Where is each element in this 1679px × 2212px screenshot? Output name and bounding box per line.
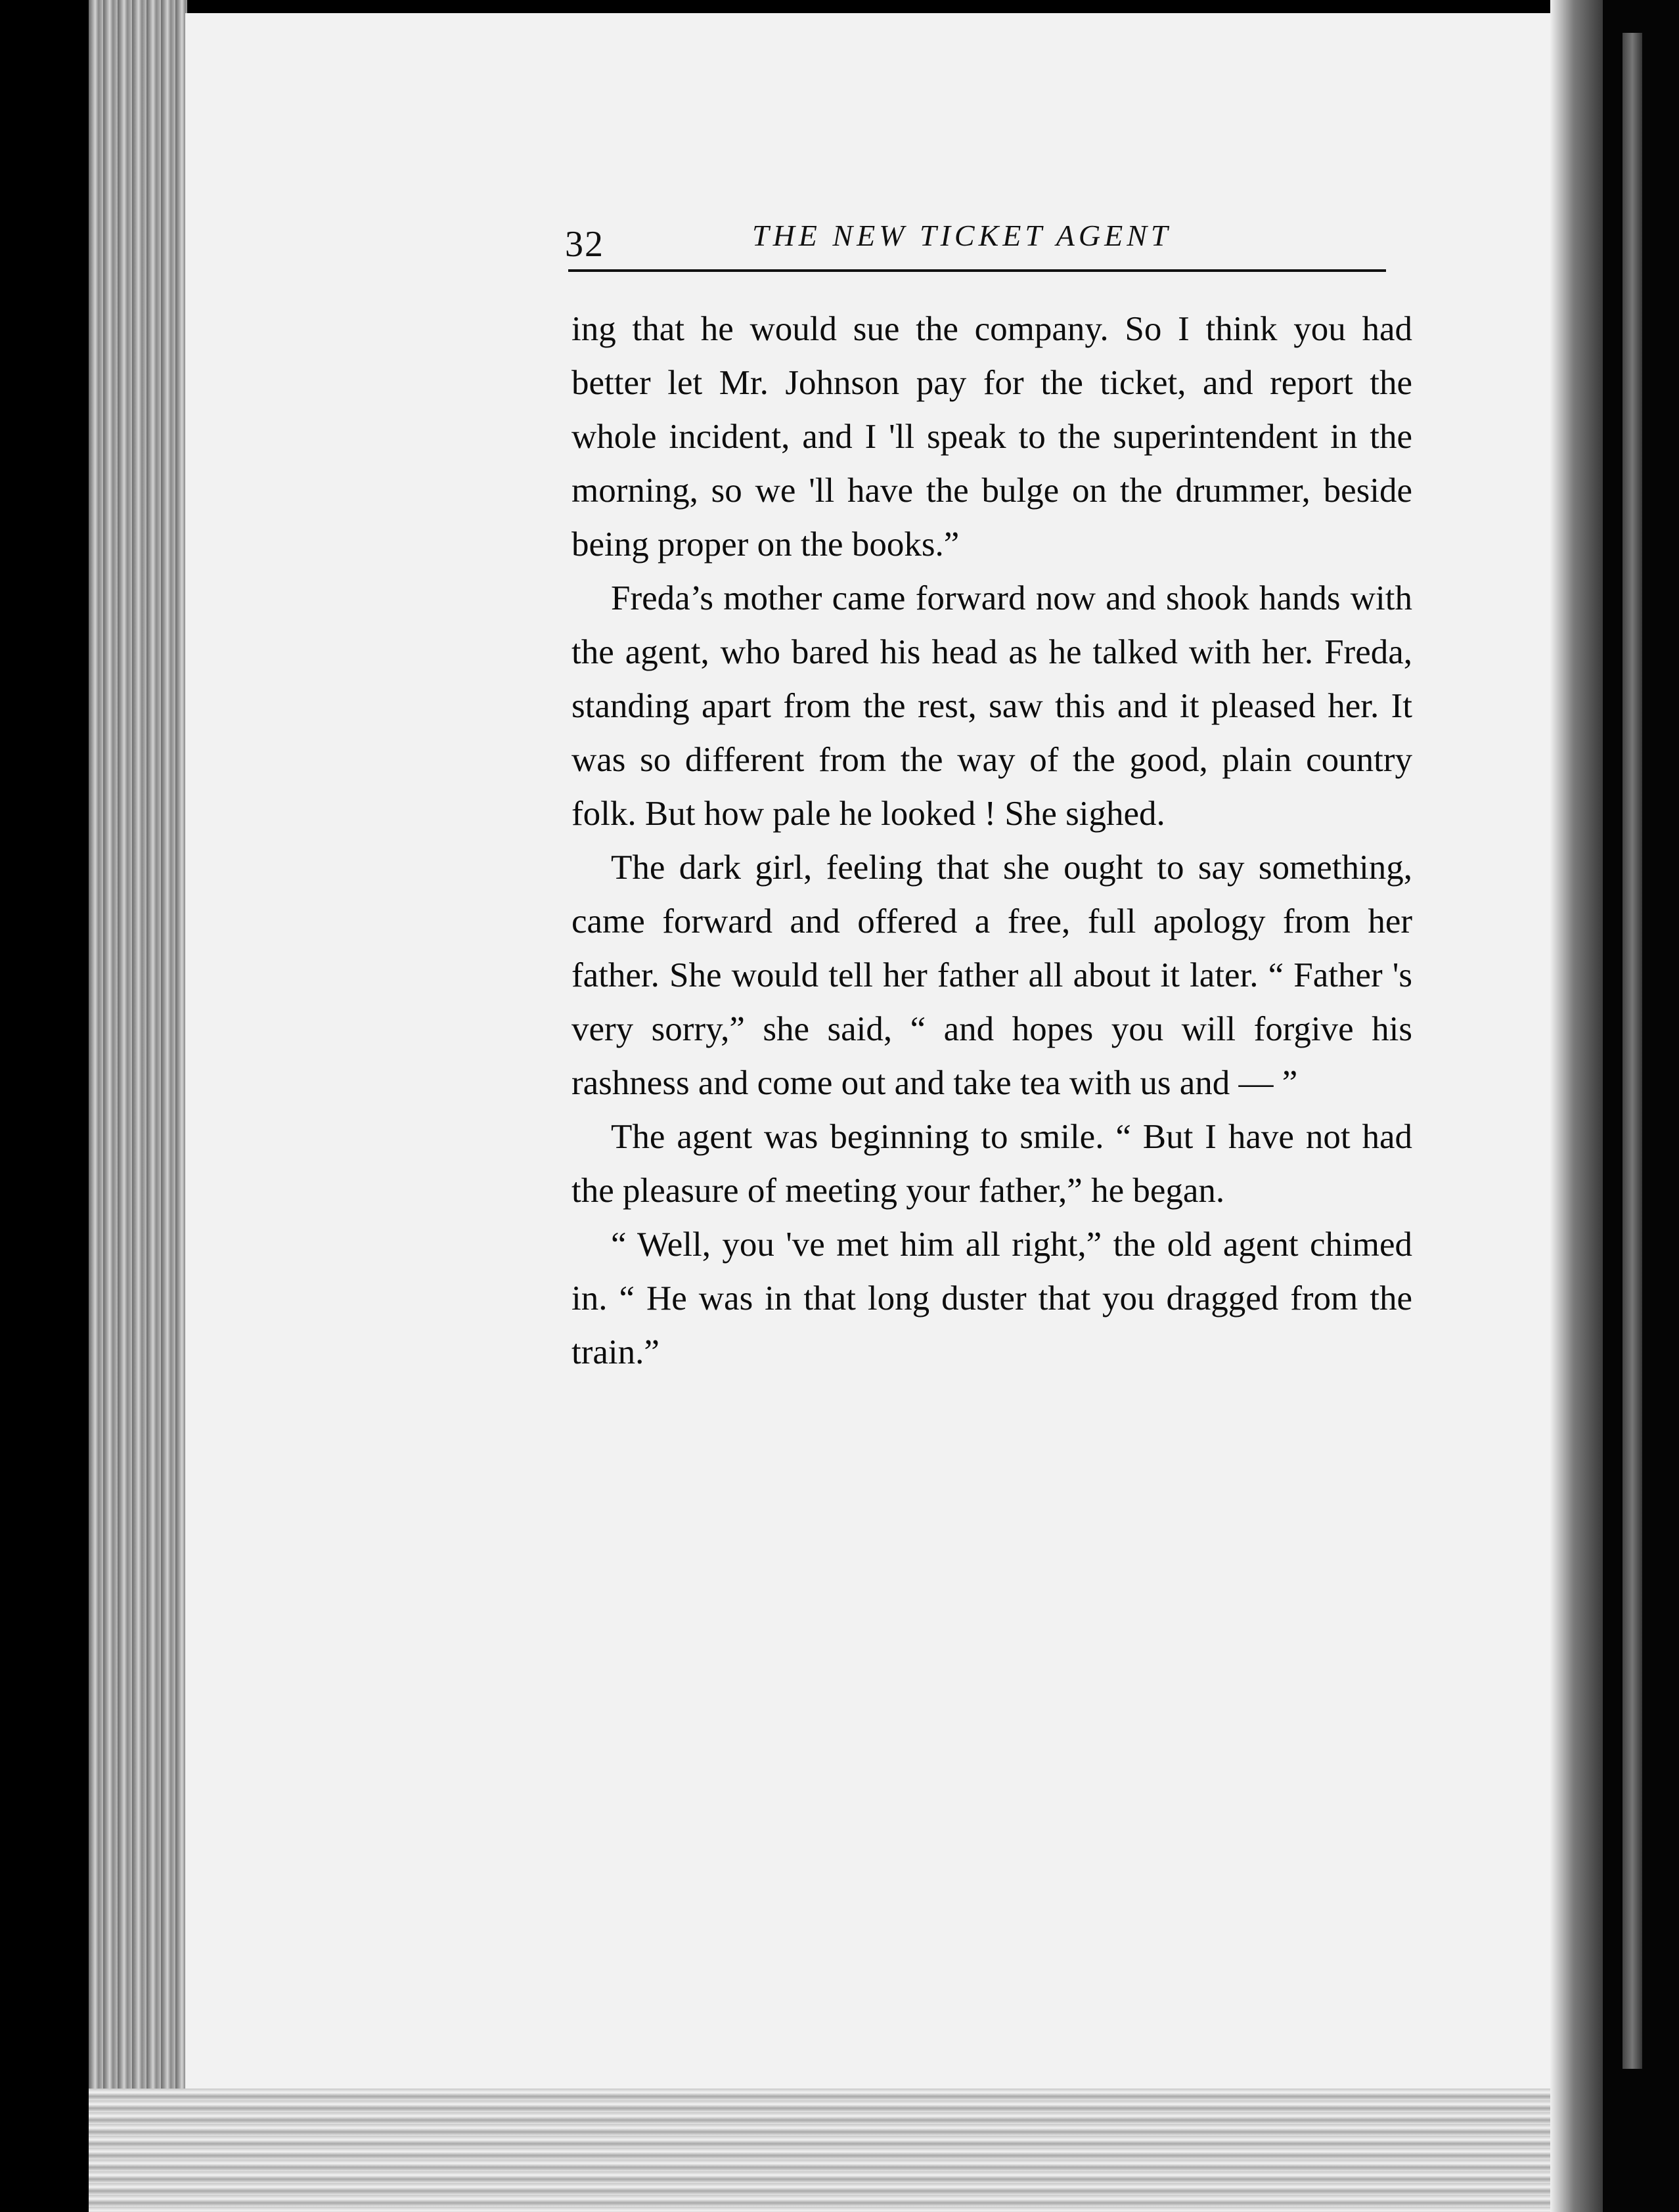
paragraph: ing that he would sue the company. So I think you had better let Mr. Johnson pay for the ticket, and report the whole incident, and I 'll speak to the superintendent in the morning, so we 'll have the bulge on the drummer, beside being proper on the books.” bbox=[571, 310, 1412, 564]
book-page-edges-left bbox=[89, 0, 187, 2212]
header-rule bbox=[568, 269, 1386, 272]
paragraph: “ Well, you 've met him all right,” the old agent chimed in. “ He was in that long duster that you dragged from the train.” bbox=[571, 1226, 1412, 1371]
book-gutter-shadow bbox=[1550, 0, 1603, 2212]
book-page-edges-bottom bbox=[89, 2089, 1586, 2212]
paragraph: Freda’s mother came forward now and shook hands with the agent, who bared his head as he talked with her. Freda, standing apart from the rest, saw this and it pleased her. It was so different from the way of the good, plain country folk. But how pale he looked ! She sighed. bbox=[571, 579, 1412, 833]
paragraph: The agent was beginning to smile. “ But I have not had the pleasure of meeting your father,” he began. bbox=[571, 1118, 1412, 1210]
running-title: THE NEW TICKET AGENT bbox=[752, 219, 1172, 252]
page-number: 32 bbox=[565, 224, 604, 265]
paragraph: The dark girl, feeling that she ought to say something, came forward and offered a free, full apology from her father. She would tell her father all about it later. “ Father 's very sorry,” she said, “ and hopes you will forgive his rashness and come out and take tea with us and — ” bbox=[571, 849, 1412, 1102]
book-spine-edge bbox=[1623, 33, 1642, 2069]
body-text bbox=[571, 302, 1412, 1379]
running-head bbox=[565, 209, 1386, 268]
